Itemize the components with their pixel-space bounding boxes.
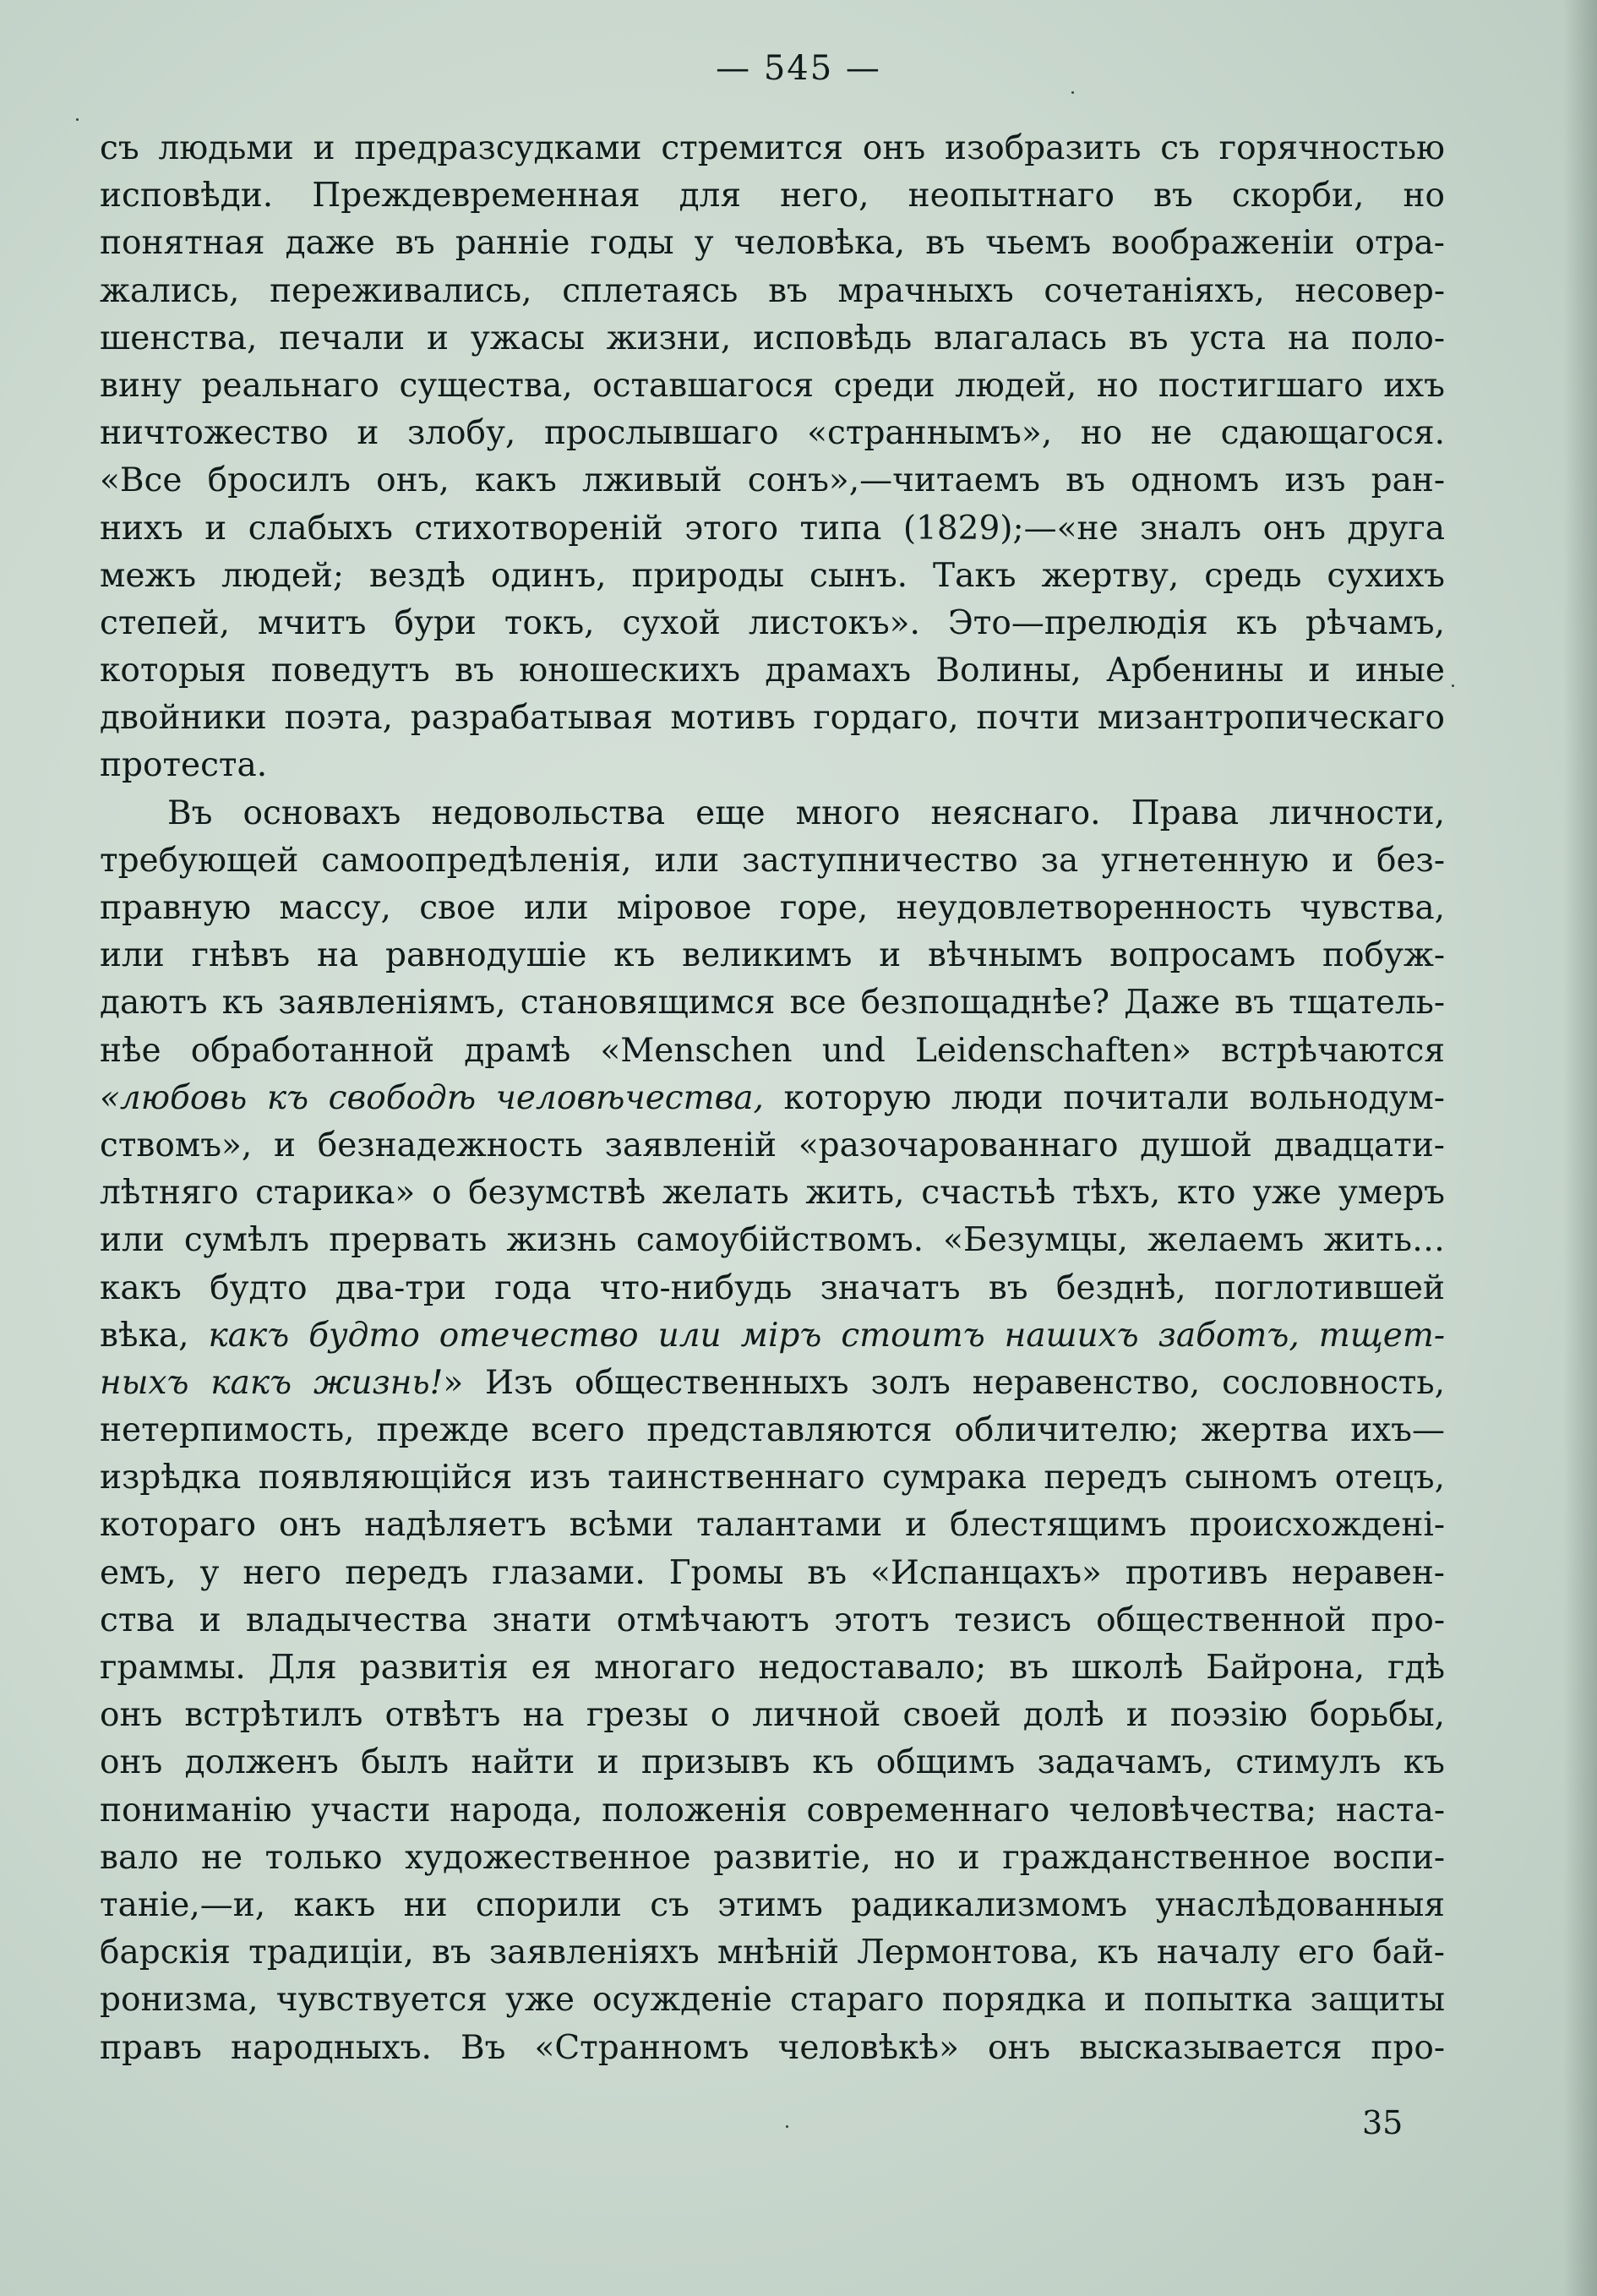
text-segment: нихъ и слабыхъ стихотвореній этого типа (1829);—«не зналъ онъ друга: [100, 509, 1445, 548]
text-line: [100, 457, 1445, 504]
text-line: [100, 1977, 1445, 2024]
text-segment: лѣтняго старика» о безумствѣ желать жить, счастьѣ тѣхъ, кто уже умеръ: [100, 1174, 1445, 1213]
text-segment: правную массу, свое или міровое горе, неудовлетворенность чувства,: [100, 889, 1445, 927]
text-segment: которую люди почитали вольнодум-: [763, 1078, 1445, 1117]
text-line: [100, 1644, 1445, 1692]
text-segment: Въ основахъ недовольства еще много неяснаго. Права личности,: [167, 794, 1445, 832]
italic-quote-segment: какъ будто отечество или міръ стоитъ нашихъ заботъ, тщет-: [208, 1316, 1445, 1355]
text-segment: понятная даже въ ранніе годы у человѣка, въ чьемъ воображеніи отра-: [100, 224, 1445, 263]
text-segment: нѣе обработанной драмѣ «Menschen und Leidenschaften» встрѣчаются: [100, 1031, 1445, 1070]
text-segment: емъ, у него передъ глазами. Громы въ «Испанцахъ» противъ неравен-: [100, 1553, 1445, 1592]
text-segment: которыя поведутъ въ юношескихъ драмахъ Волины, Арбенины и иные: [100, 652, 1445, 690]
text-segment: исповѣди. Преждевременная для него, неопытнаго въ скорби, но: [100, 177, 1445, 215]
page-edge-shadow: [1563, 0, 1597, 2296]
text-segment: нетерпимость, прежде всего представляются обличителю; жертва ихъ—: [100, 1411, 1445, 1450]
text-line: [100, 1882, 1445, 1929]
text-line: [100, 1502, 1445, 1549]
text-line: [100, 1360, 1445, 1407]
text-line: [100, 1028, 1445, 1075]
text-segment: какъ будто два-три года что-нибудь значатъ въ безднѣ, поглотившей: [100, 1268, 1445, 1307]
text-line: [100, 1739, 1445, 1786]
text-line: [100, 790, 1445, 837]
text-segment: ствомъ», и безнадежность заявленій «разочарованнаго душой двадцати-: [100, 1126, 1445, 1164]
text-line: [100, 2025, 1445, 2072]
text-segment: или гнѣвъ на равнодушіе къ великимъ и вѣчнымъ вопросамъ побуж-: [100, 936, 1445, 975]
text-line: [100, 695, 1445, 742]
body-text: [100, 125, 1445, 2072]
text-segment: требующей самоопредѣленія, или заступничество за угнетенную и без-: [100, 841, 1445, 880]
text-segment: ничтожество и злобу, прослывшаго «страннымъ», но не сдающагося.: [100, 414, 1445, 453]
text-line: [100, 742, 1445, 789]
text-segment: степей, мчитъ бури токъ, сухой листокъ». Это—прелюдія къ рѣчамъ,: [100, 603, 1445, 642]
text-line: [100, 1929, 1445, 1977]
text-line: [100, 979, 1445, 1027]
text-line: [100, 505, 1445, 553]
text-segment: » Изъ общественныхъ золъ неравенство, сословность,: [443, 1363, 1445, 1402]
text-line: [100, 1835, 1445, 1882]
text-line: [100, 1597, 1445, 1644]
text-line: [100, 1692, 1445, 1739]
text-line: [100, 172, 1445, 220]
paper-speck: [786, 2125, 788, 2128]
signature-mark: 35: [1362, 2104, 1404, 2141]
text-line: [100, 932, 1445, 979]
text-line: [100, 1217, 1445, 1264]
text-line: [100, 1075, 1445, 1122]
text-segment: правъ народныхъ. Въ «Странномъ человѣкѣ» онъ высказывается про-: [100, 2028, 1445, 2067]
text-segment: жались, переживались, сплетаясь въ мрачныхъ сочетаніяхъ, несовер-: [100, 271, 1445, 310]
text-segment: ства и владычества знати отмѣчаютъ этотъ тезисъ общественной про-: [100, 1601, 1445, 1639]
text-line: [100, 600, 1445, 647]
text-line: [100, 1122, 1445, 1170]
text-line: [100, 220, 1445, 267]
text-line: [100, 1407, 1445, 1454]
text-segment: двойники поэта, разрабатывая мотивъ гордаго, почти мизантропическаго: [100, 699, 1445, 738]
text-line: [100, 553, 1445, 600]
text-segment: «Все бросилъ онъ, какъ лживый сонъ»,—читаемъ въ одномъ изъ ран-: [100, 461, 1445, 500]
text-segment: шенства, печали и ужасы жизни, исповѣдь влагалась въ уста на поло-: [100, 319, 1445, 357]
text-segment: или сумѣлъ прервать жизнь самоубійствомъ. «Безумцы, желаемъ жить…: [100, 1221, 1445, 1260]
text-segment: изрѣдка появляющійся изъ таинственнаго сумрака передъ сыномъ отецъ,: [100, 1459, 1445, 1497]
text-segment: даютъ къ заявленіямъ, становящимся все безпощаднѣе? Даже въ тщатель-: [100, 984, 1445, 1023]
text-segment: онъ встрѣтилъ отвѣтъ на грезы о личной своей долѣ и поэзію борьбы,: [100, 1696, 1445, 1735]
text-segment: вало не только художественное развитіе, но и гражданственное воспи-: [100, 1838, 1445, 1877]
text-line: [100, 363, 1445, 410]
page-number: — 545 —: [716, 49, 881, 88]
text-line: [100, 1312, 1445, 1360]
text-line: [100, 647, 1445, 695]
text-segment: пониманію участи народа, положенія современнаго человѣчества; наста-: [100, 1791, 1445, 1830]
paper-speck: [1452, 684, 1454, 687]
paper-speck: [1071, 91, 1074, 94]
text-segment: онъ долженъ былъ найти и призывъ къ общимъ задачамъ, стимулъ къ: [100, 1743, 1445, 1782]
text-segment: ронизма, чувствуется уже осужденіе стараго порядка и попытка защиты: [100, 1981, 1445, 2020]
text-line: [100, 268, 1445, 315]
text-segment: межъ людей; вездѣ одинъ, природы сынъ. Такъ жертву, средь сухихъ: [100, 556, 1445, 595]
text-line: [100, 1170, 1445, 1217]
text-line: [100, 125, 1445, 172]
text-line: [100, 315, 1445, 363]
text-segment: граммы. Для развитія ея многаго недоставало; въ школѣ Байрона, гдѣ: [100, 1649, 1445, 1687]
italic-quote-segment: «любовь къ свободѣ человѣчества,: [100, 1078, 764, 1117]
text-line: [100, 837, 1445, 885]
text-segment: съ людьми и предразсудками стремится онъ изобразить съ горячностью: [100, 129, 1445, 167]
text-segment: вину реальнаго существа, оставшагося среди людей, но постигшаго ихъ: [100, 366, 1445, 405]
text-line: [100, 885, 1445, 932]
text-segment: котораго онъ надѣляетъ всѣми талантами и блестящимъ происхожденi-: [100, 1506, 1445, 1545]
text-line: [100, 1787, 1445, 1835]
paper-speck: [76, 118, 79, 121]
text-line: [100, 410, 1445, 457]
italic-quote-segment: ныхъ какъ жизнь!: [100, 1363, 444, 1402]
text-line: [100, 1265, 1445, 1312]
text-segment: барскія традиціи, въ заявленіяхъ мнѣній Лермонтова, къ началу его бай-: [100, 1933, 1445, 1972]
text-line: [100, 1550, 1445, 1597]
text-segment: протеста.: [100, 746, 268, 785]
text-line: [100, 1454, 1445, 1502]
text-segment: вѣка,: [100, 1316, 209, 1355]
text-segment: таніе,—и, какъ ни спорили съ этимъ радикализмомъ унаслѣдованныя: [100, 1885, 1445, 1924]
